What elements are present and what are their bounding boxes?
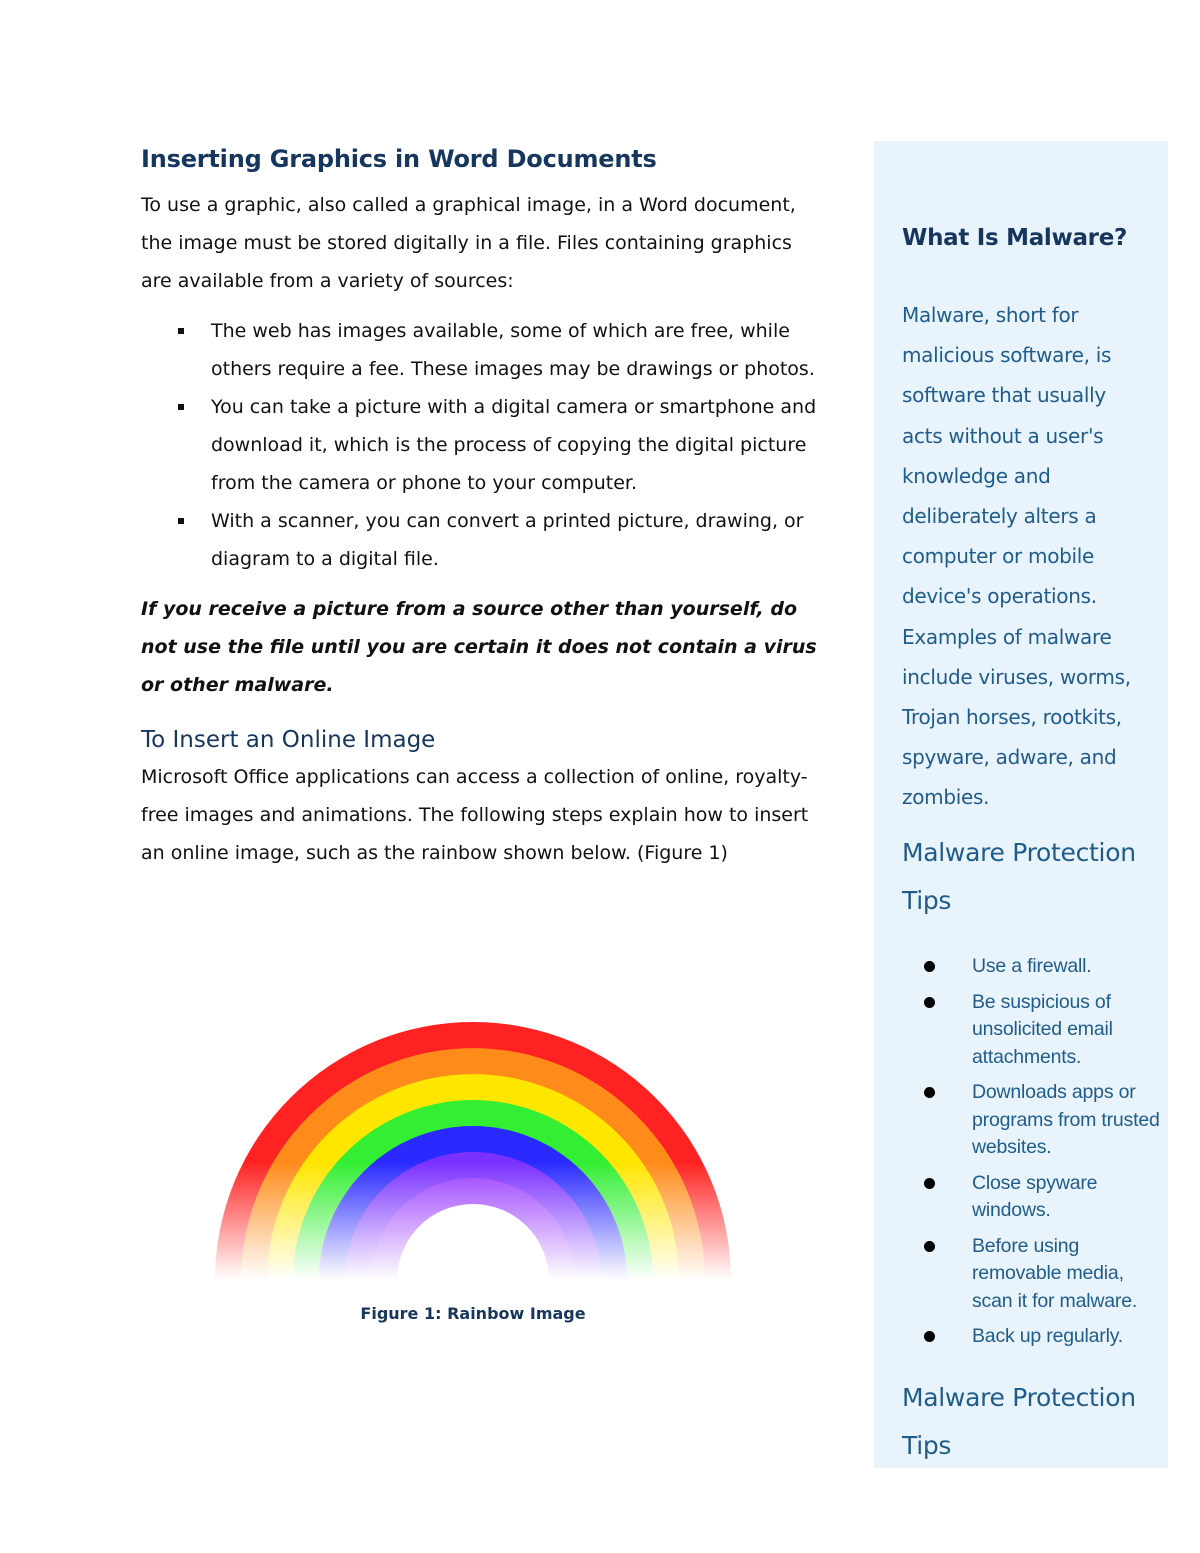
round-bullet-icon — [924, 1087, 935, 1098]
square-bullet-icon — [178, 404, 184, 410]
malware-warning: If you receive a picture from a source other than yourself, do not use the file until you are certain it does not contain a virus or other malware. — [141, 598, 817, 696]
list-item: You can take a picture with a digital camera or smartphone and download it, which is the process of copying the digital picture from the camera or phone to your computer. — [141, 388, 821, 502]
sidebar-title: What Is Malware? — [902, 225, 1128, 251]
round-bullet-icon — [924, 1178, 935, 1189]
list-item: Back up regularly. — [902, 1323, 1166, 1351]
list-item: Use a firewall. — [902, 953, 1166, 981]
round-bullet-icon — [924, 1241, 935, 1252]
tips-list — [902, 953, 1166, 1359]
intro-paragraph: To use a graphic, also called a graphical image, in a Word document, the image must be stored digitally in a file. Files containing graphics are available from a variety of sources: — [141, 194, 796, 292]
list-item: Before using removable media, scan it for malware. — [902, 1233, 1166, 1316]
tips-heading: Malware Protection Tips — [902, 838, 1136, 915]
round-bullet-icon — [924, 997, 935, 1008]
list-item: Close spyware windows. — [902, 1170, 1166, 1225]
section-heading: To Insert an Online Image — [141, 727, 436, 753]
round-bullet-icon — [924, 961, 935, 972]
sidebar-text: Malware, short for malicious software, is software that usually acts without a user's knowledge and deliberately alters a computer or mobile device's operations. Examples of malware include viruses, worms, Trojan horses, rootkits, spyware, adware, and zombies. — [902, 303, 1131, 810]
rainbow-image — [215, 1018, 731, 1280]
square-bullet-icon — [178, 518, 184, 524]
square-bullet-icon — [178, 328, 184, 334]
sources-list — [141, 312, 821, 578]
list-item: Downloads apps or programs from trusted websites. — [902, 1079, 1166, 1162]
body-paragraph: Microsoft Office applications can access a collection of online, royalty-free images and animations. The following steps explain how to insert an online image, such as the rainbow shown below. (Figure 1) — [141, 766, 809, 864]
tips-heading-repeat: Malware Protection Tips — [902, 1383, 1136, 1460]
main-column — [141, 142, 821, 872]
list-item: With a scanner, you can convert a printed picture, drawing, or diagram to a digital file. — [141, 502, 821, 578]
rainbow-graphic — [215, 1018, 731, 1280]
rainbow-fade-overlay — [215, 1018, 731, 1280]
list-item: The web has images available, some of which are free, while others require a fee. These images may be drawings or photos. — [141, 312, 821, 388]
figure-caption: Figure 1: Rainbow Image — [360, 1304, 586, 1323]
round-bullet-icon — [924, 1331, 935, 1342]
document-title: Inserting Graphics in Word Documents — [141, 145, 657, 173]
sidebar-panel — [874, 141, 1168, 1468]
list-item: Be suspicious of unsolicited email attachments. — [902, 989, 1166, 1072]
